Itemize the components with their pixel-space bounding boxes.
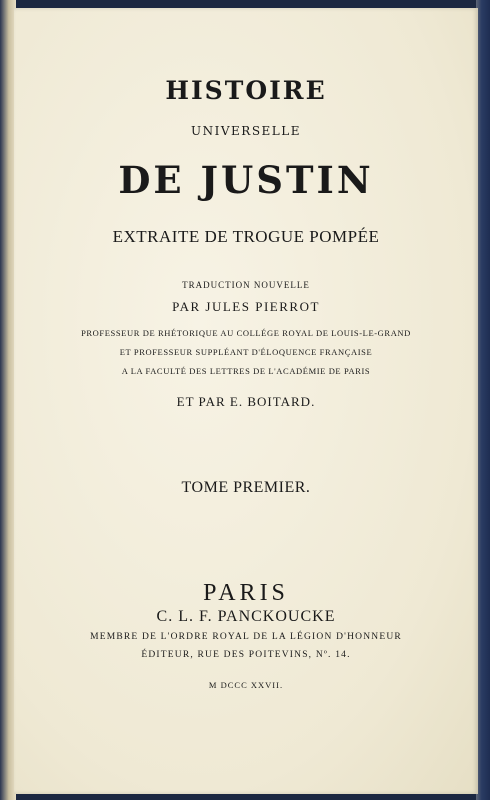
- book-cover-edge: [476, 0, 490, 800]
- publisher-credential-1: MEMBRE DE L'ORDRE ROYAL DE LA LÉGION D'HONNEUR: [90, 632, 402, 642]
- imprint-date: M DCCC XXVII.: [208, 680, 284, 690]
- subtitle: EXTRAITE DE TROGUE POMPÉE: [112, 227, 380, 246]
- translator-credential-1: PROFESSEUR DE RHÉTORIQUE AU COLLÉGE ROYAL DE LOUIS-LE-GRAND: [81, 328, 411, 338]
- translator-name: PAR JULES PIERROT: [172, 299, 320, 314]
- imprint-publisher: C. L. F. PANCKOUCKE: [156, 608, 336, 625]
- translator-credential-3: A LA FACULTÉ DES LETTRES DE L'ACADÉMIE DE PARIS: [121, 366, 371, 376]
- title-page: [14, 8, 478, 794]
- co-translator-name: ET PAR E. BOITARD.: [176, 394, 316, 409]
- publisher-credential-2: ÉDITEUR, RUE DES POITEVINS, Nº. 14.: [141, 650, 351, 660]
- title-line-universelle: UNIVERSELLE: [191, 124, 301, 138]
- volume-label: TOME PREMIER.: [181, 479, 311, 496]
- title-line-histoire: HISTOIRE: [165, 76, 327, 105]
- imprint-city: PARIS: [203, 580, 289, 606]
- translation-note: TRADUCTION NOUVELLE: [182, 280, 310, 290]
- translator-credential-2: ET PROFESSEUR SUPPLÉANT D'ÉLOQUENCE FRANÇAISE: [119, 347, 373, 357]
- title-line-de-justin: DE JUSTIN: [118, 158, 374, 202]
